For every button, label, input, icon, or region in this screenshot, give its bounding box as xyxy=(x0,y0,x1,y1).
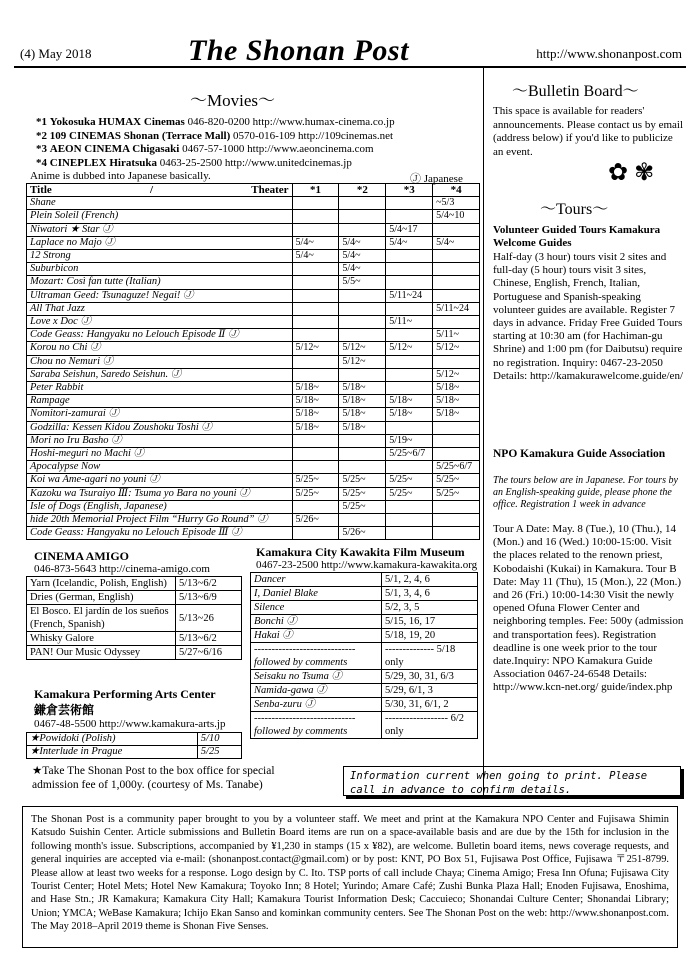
volunteer-tours-heading: Volunteer Guided Tours Kamakura Welcome Guides xyxy=(493,224,661,250)
showing-date xyxy=(292,448,339,461)
table-row xyxy=(27,382,480,395)
table-row xyxy=(27,223,480,236)
showing-date: 5/25~ xyxy=(386,474,433,487)
showing-date xyxy=(292,500,339,513)
showing-date: 5/25~ xyxy=(339,487,386,500)
showing-date xyxy=(386,500,433,513)
cinema-number: *2 xyxy=(36,129,47,142)
footer-box xyxy=(22,806,678,948)
movie-title: Laplace no Majo Ⓙ xyxy=(27,236,293,249)
showing-date xyxy=(339,329,386,342)
showing-date: 5/12~ xyxy=(339,342,386,355)
showing-date xyxy=(339,302,386,315)
cinema-name: Yokosuka HUMAX Cinemas xyxy=(49,116,185,128)
showing-date: 5/4~ xyxy=(433,236,480,249)
movie-title: Mori no Iru Basho Ⓙ xyxy=(27,434,293,447)
movie-title: Mozart: Così fan tutte (Italian) xyxy=(27,276,293,289)
table-row xyxy=(27,461,480,474)
film-title: Namida-gawa Ⓙ xyxy=(251,684,382,698)
kpac-table xyxy=(26,732,242,759)
showing-date xyxy=(386,210,433,223)
showing-date xyxy=(339,223,386,236)
table-row xyxy=(27,646,242,660)
bulletin-text: This space is available for readers' announcements. Please contact us by email (address below) if you'd like to publicize an event. xyxy=(493,105,683,158)
table-row xyxy=(27,474,480,487)
table-row xyxy=(251,643,478,670)
showing-date: 5/11~24 xyxy=(433,302,480,315)
showing-date: 5/25~ xyxy=(339,500,386,513)
showing-date: 5/12~ xyxy=(339,355,386,368)
movie-title: hide 20th Memorial Project Film “Hurry Go Round” Ⓙ xyxy=(27,514,293,527)
movie-title: Peter Rabbit xyxy=(27,382,293,395)
table-row xyxy=(27,527,480,540)
showing-date xyxy=(339,197,386,210)
cinema-item xyxy=(36,116,395,130)
table-row xyxy=(251,629,478,643)
table-row xyxy=(27,605,242,632)
showing-date: 5/26~ xyxy=(292,514,339,527)
showing-date xyxy=(386,461,433,474)
table-row xyxy=(27,733,242,746)
showing-date: ~5/3 xyxy=(433,197,480,210)
showing-date: 5/25~ xyxy=(292,487,339,500)
showing-date: 5/18~ xyxy=(339,382,386,395)
film-date: ------------------ 6/2 only xyxy=(382,712,478,739)
film-date: 5/25 xyxy=(197,746,241,759)
showing-date: 5/12~ xyxy=(292,342,339,355)
showing-date: 5/18~ xyxy=(292,395,339,408)
movies-heading: 〜Movies〜 xyxy=(190,91,275,110)
table-row xyxy=(251,698,478,712)
showing-date: 5/11~24 xyxy=(386,289,433,302)
kawakita-table xyxy=(250,572,478,739)
column-divider xyxy=(483,68,484,798)
film-date: 5/13~6/2 xyxy=(176,577,242,591)
movie-title: Code Geass: Hangyaku no Lelouch Episode Ⅲ Ⓙ xyxy=(27,527,293,540)
npo-text: Tour A Date: May. 8 (Tue.), 10 (Thu.), 14 (Mon.) and 16 (Wed.) 10:00-15:00. Visit the places related to the renown priest, Kobodaishi (Kukai) in Kamakura. Tour B Date: May 11 (Thu), 15 (Mon.), 22 (Mon.) and 26 (Fri.) 10:00-14:30 Visit the newly opened Ofuna Flower Center and neighboring temples. Fee: 500y (admission and transportation fees). Registration deadline is one week prior to the tour date.Inquiry: NPO Kamakura Guide Association 0467-24-6548 Details: http://www.kcn-net.org/ guide/index.php xyxy=(493,523,684,694)
column-header: *3 xyxy=(386,184,433,197)
showing-date: 5/25~ xyxy=(433,474,480,487)
showing-date: 5/18~ xyxy=(339,421,386,434)
table-row xyxy=(27,302,480,315)
showing-date xyxy=(386,527,433,540)
column-header: *4 xyxy=(433,184,480,197)
table-row xyxy=(27,421,480,434)
showing-date: 5/4~ xyxy=(339,250,386,263)
film-title: El Bosco. El jardín de los sueños (French, Spanish) xyxy=(27,605,176,632)
showing-date xyxy=(339,514,386,527)
table-row xyxy=(27,434,480,447)
flower-icon: ✿ ✾ xyxy=(608,160,655,186)
table-row xyxy=(251,712,478,739)
table-row xyxy=(27,355,480,368)
showing-date: 5/4~ xyxy=(386,236,433,249)
showing-date xyxy=(292,302,339,315)
cinema-item xyxy=(36,157,395,171)
cinema-contact: 0570-016-109 http://109cinemas.net xyxy=(232,129,394,142)
film-title: ----------------------------- followed by comments xyxy=(251,712,382,739)
table-row xyxy=(27,577,242,591)
showing-date: 5/25~ xyxy=(339,474,386,487)
showing-date: 5/4~ xyxy=(292,250,339,263)
film-title: Seisaku no Tsuma Ⓙ xyxy=(251,670,382,684)
showing-date xyxy=(292,368,339,381)
showing-date: 5/12~ xyxy=(386,342,433,355)
film-title: Dries (German, English) xyxy=(27,591,176,605)
film-date: 5/15, 16, 17 xyxy=(382,615,478,629)
footer-text: The Shonan Post is a community paper brought to you by a volunteer staff. We meet and print at the Kamakura NPO Center and Fujisawa Shimin Katsudo Suishin Center. Article submissions and Bulletin Board items are run on a space-available basis and are due by the 15th for inclusion in the following month's issue. Subscriptions, accompanied by ¥1,230 in stamps (15 x ¥82), are welcome. Bulletin board items, news coverage requests, and general inquiries are accepted via e-mail: (shonanpost.contact@gmail.com) or by post: KNT, PO Box 51, Fujisawa Post Office, Fujisawa 〒251-8799. Please allow at least two weeks for a response. Logo design by C. Ito. TSP ports of call include Chaya; Cinema Amigo; Fresa Inn Ofuna; Fujisawa City Tourist Center; Hotel Mets; Hotel New Kamakura; Toyoko Inn; 8 Hotel; Yurindo; Amare Café; Zushi Bunka Plaza Hall; Enoden Fujisawa, Enoshima, and Hase Stn.; JR Kamakura; Kamakura City Hall; Kamakura Tourist Information Desk; Caccuieco; Shonandai Culture Center; Shonandai Library; Union; YMCA; WeBase Kamakura; Ichijo Ekan Sanso and kominkan community centers. See The Shonan Post on the web: http://www.shonanpost.com. The May 2018–April 2019 theme is Shonan Five Senses. xyxy=(31,814,669,933)
film-date: 5/30, 31, 6/1, 2 xyxy=(382,698,478,712)
table-row xyxy=(27,408,480,421)
kpac-heading: Kamakura Performing Arts Center xyxy=(34,687,216,701)
table-row xyxy=(27,276,480,289)
column-header: Theater xyxy=(251,184,289,196)
showing-date xyxy=(292,434,339,447)
showing-date: 5/18~ xyxy=(292,421,339,434)
table-row xyxy=(27,632,242,646)
tours-heading: 〜Tours〜 xyxy=(540,201,609,218)
showing-date: 5/18~ xyxy=(386,395,433,408)
film-date: 5/1, 3, 4, 6 xyxy=(382,587,478,601)
showing-date xyxy=(386,276,433,289)
column-header: / xyxy=(150,184,154,196)
film-date: 5/2, 3, 5 xyxy=(382,601,478,615)
showing-date: 5/25~6/7 xyxy=(386,448,433,461)
showing-date: 5/4~17 xyxy=(386,223,433,236)
showing-date xyxy=(339,289,386,302)
table-row xyxy=(251,670,478,684)
movie-title: Shane xyxy=(27,197,293,210)
table-row xyxy=(27,250,480,263)
film-date: 5/27~6/16 xyxy=(176,646,242,660)
showing-date xyxy=(433,434,480,447)
issue-label: (4) May 2018 xyxy=(20,46,92,61)
showing-date: 5/25~ xyxy=(433,487,480,500)
movie-title: All That Jazz xyxy=(27,302,293,315)
cinema-contact: 046-820-0200 http://www.humax-cinema.co.jp xyxy=(187,116,395,128)
showing-date xyxy=(386,302,433,315)
bulletin-heading: 〜Bulletin Board〜 xyxy=(512,83,639,100)
masthead-title: The Shonan Post xyxy=(188,34,409,67)
movie-title: Ultraman Geed: Tsunaguze! Negai! Ⓙ xyxy=(27,289,293,302)
amigo-contact: 046-873-5643 http://cinema-amigo.com xyxy=(34,563,210,575)
showing-date xyxy=(339,448,386,461)
showing-date xyxy=(433,421,480,434)
showing-date: 5/19~ xyxy=(386,434,433,447)
movie-title: Plein Soleil (French) xyxy=(27,210,293,223)
movie-title: Rampage xyxy=(27,395,293,408)
movie-title: Hoshi-meguri no Machi Ⓙ xyxy=(27,448,293,461)
showing-date: 5/4~ xyxy=(339,263,386,276)
movies-table xyxy=(26,183,480,540)
showing-date: 5/12~ xyxy=(433,368,480,381)
showing-date xyxy=(386,263,433,276)
table-row xyxy=(27,210,480,223)
movie-title: Nomitori-zamurai Ⓙ xyxy=(27,408,293,421)
showing-date: 5/12~ xyxy=(433,342,480,355)
table-row xyxy=(251,615,478,629)
npo-heading: NPO Kamakura Guide Association xyxy=(493,448,666,460)
film-title: PAN! Our Music Odyssey xyxy=(27,646,176,660)
showing-date xyxy=(433,316,480,329)
cinema-list xyxy=(36,116,395,170)
table-row xyxy=(27,514,480,527)
showing-date xyxy=(292,316,339,329)
table-row xyxy=(27,316,480,329)
showing-date xyxy=(339,461,386,474)
showing-date xyxy=(433,500,480,513)
showing-date: 5/4~10 xyxy=(433,210,480,223)
showing-date xyxy=(292,527,339,540)
film-date: 5/10 xyxy=(197,733,241,746)
showing-date xyxy=(433,263,480,276)
cinema-number: *3 xyxy=(36,143,47,156)
film-date: 5/29, 6/1, 3 xyxy=(382,684,478,698)
film-date: 5/29, 30, 31, 6/3 xyxy=(382,670,478,684)
column-header: *1 xyxy=(292,184,339,197)
showing-date: 5/25~ xyxy=(292,474,339,487)
movie-title: 12 Strong xyxy=(27,250,293,263)
website-url[interactable]: http://www.shonanpost.com xyxy=(536,46,682,61)
film-date: 5/13~6/9 xyxy=(176,591,242,605)
showing-date xyxy=(386,355,433,368)
showing-date xyxy=(433,514,480,527)
showing-date xyxy=(386,250,433,263)
ticket-note: ★Take The Shonan Post to the box office for special admission fee of 1,000y. (courtesy of Ms. Tanabe) xyxy=(32,765,275,791)
cinema-number: *1 xyxy=(36,116,47,128)
movie-title: Suburbicon xyxy=(27,263,293,276)
showing-date xyxy=(386,368,433,381)
showing-date xyxy=(292,210,339,223)
showing-date xyxy=(386,329,433,342)
film-date: 5/18, 19, 20 xyxy=(382,629,478,643)
showing-date: 5/18~ xyxy=(386,408,433,421)
showing-date xyxy=(433,250,480,263)
table-row xyxy=(27,746,242,759)
japanese-legend: Ⓙ Japanese xyxy=(410,173,463,185)
film-title: Hakai Ⓙ xyxy=(251,629,382,643)
table-row xyxy=(27,263,480,276)
kawakita-heading: Kamakura City Kawakita Film Museum xyxy=(256,545,465,559)
showing-date: 5/18~ xyxy=(339,408,386,421)
cinema-number: *4 xyxy=(36,156,47,169)
showing-date xyxy=(292,289,339,302)
movie-title: Love x Doc Ⓙ xyxy=(27,316,293,329)
showing-date xyxy=(386,421,433,434)
table-row xyxy=(27,591,242,605)
film-date: 5/13~6/2 xyxy=(176,632,242,646)
amigo-heading: CINEMA AMIGO xyxy=(34,549,130,563)
film-title: Whisky Galore xyxy=(27,632,176,646)
film-title: ★Powidoki (Polish) xyxy=(27,733,198,746)
showing-date xyxy=(386,197,433,210)
cinema-contact: 0467-57-1000 http://www.aeoncinema.com xyxy=(182,143,374,156)
table-row xyxy=(251,601,478,615)
showing-date: 5/25~ xyxy=(386,487,433,500)
kawakita-contact: 0467-23-2500 http://www.kamakura-kawakita.org xyxy=(256,559,478,571)
showing-date: 5/11~ xyxy=(386,316,433,329)
table-row xyxy=(27,395,480,408)
showing-date xyxy=(339,434,386,447)
film-title: ----------------------------- followed by comments xyxy=(251,643,382,670)
movie-title: Godzilla: Kessen Kidou Zoushoku Toshi Ⓙ xyxy=(27,421,293,434)
film-title: Silence xyxy=(251,601,382,615)
film-date: 5/13~26 xyxy=(176,605,242,632)
showing-date xyxy=(386,382,433,395)
movie-title: Niwatori ★ Star Ⓙ xyxy=(27,223,293,236)
showing-date xyxy=(292,329,339,342)
movie-title: Isle of Dogs (English, Japanese) xyxy=(27,500,293,513)
showing-date xyxy=(339,316,386,329)
showing-date: 5/4~ xyxy=(339,236,386,249)
showing-date xyxy=(386,514,433,527)
table-row xyxy=(27,342,480,355)
table-row xyxy=(251,684,478,698)
npo-note: The tours below are in Japanese. For tours by an English-speaking guide, please phone the office. Registration 1 week in advance xyxy=(493,475,678,510)
table-row xyxy=(251,587,478,601)
showing-date: 5/18~ xyxy=(292,382,339,395)
showing-date: 5/18~ xyxy=(433,395,480,408)
showing-date xyxy=(433,223,480,236)
movie-title: Apocalypse Now xyxy=(27,461,293,474)
showing-date xyxy=(433,289,480,302)
kpac-japanese-name: 鎌倉芸術館 xyxy=(34,703,95,717)
film-title: I, Daniel Blake xyxy=(251,587,382,601)
showing-date xyxy=(433,527,480,540)
table-row xyxy=(251,573,478,587)
column-header-title xyxy=(27,184,293,197)
showing-date: 5/4~ xyxy=(292,236,339,249)
showing-date xyxy=(292,263,339,276)
table-row xyxy=(27,289,480,302)
showing-date xyxy=(433,448,480,461)
showing-date xyxy=(292,461,339,474)
column-header: Title xyxy=(30,184,52,196)
movie-title: Koi wa Ame-agari no youni Ⓙ xyxy=(27,474,293,487)
showing-date: 5/18~ xyxy=(433,408,480,421)
volunteer-tours-text: Half-day (3 hour) tours visit 2 sites and full-day (5 hour) tours visit 3 sites, Chinese, English, French, Italian, Portuguese and Spanish-speaking volunteer guides are available. Register 7 days in advance. Friday Free Guided Tours starting at 10:30 am (for Hachiman-gu Shrine) and 1:00 pm (for Daibutsu) require no registration. Inquiry: 0467-23-2050 Details: http://kamakurawelcome.guide/en/ xyxy=(493,251,683,382)
showing-date xyxy=(433,276,480,289)
table-row xyxy=(27,197,480,210)
movies-table-header xyxy=(27,184,480,197)
movie-title: Chou no Nemuri Ⓙ xyxy=(27,355,293,368)
showing-date xyxy=(292,355,339,368)
film-title: Bonchi Ⓙ xyxy=(251,615,382,629)
showing-date: 5/5~ xyxy=(339,276,386,289)
showing-date: 5/11~ xyxy=(433,329,480,342)
showing-date xyxy=(292,276,339,289)
movie-title: Code Geass: Hangyaku no Lelouch Episode Ⅱ Ⓙ xyxy=(27,329,293,342)
movie-title: Saraba Seishun, Saredo Seishun. Ⓙ xyxy=(27,368,293,381)
cinema-name: CINEPLEX Hiratsuka xyxy=(49,156,158,169)
kpac-contact: 0467-48-5500 http://www.kamakura-arts.jp xyxy=(34,718,226,730)
showing-date: 5/18~ xyxy=(339,395,386,408)
showing-date xyxy=(433,355,480,368)
cinema-contact: 0463-25-2500 http://www.unitedcinemas.jp xyxy=(159,156,352,169)
table-row xyxy=(27,500,480,513)
film-date: 5/1, 2, 4, 6 xyxy=(382,573,478,587)
cinema-name: 109 CINEMAS Shonan (Terrace Mall) xyxy=(49,129,231,142)
cinema-item xyxy=(36,143,395,157)
film-date: -------------- 5/18 only xyxy=(382,643,478,670)
table-row xyxy=(27,236,480,249)
showing-date: 5/26~ xyxy=(339,527,386,540)
showing-date xyxy=(292,197,339,210)
amigo-table xyxy=(26,576,242,660)
table-row xyxy=(27,329,480,342)
showing-date xyxy=(339,210,386,223)
header-rule xyxy=(14,66,686,68)
movie-title: Korou no Chi Ⓙ xyxy=(27,342,293,355)
showing-date: 5/25~6/7 xyxy=(433,461,480,474)
cinema-name: AEON CINEMA Chigasaki xyxy=(49,143,180,156)
table-row xyxy=(27,368,480,381)
dub-note: Anime is dubbed into Japanese basically. xyxy=(30,170,211,182)
showing-date: 5/18~ xyxy=(292,408,339,421)
movie-title: Kazoku wa Tsuraiyo Ⅲ: Tsuma yo Bara no youni Ⓙ xyxy=(27,487,293,500)
column-header: *2 xyxy=(339,184,386,197)
table-row xyxy=(27,487,480,500)
info-notice: Information current when going to print. Please call in advance to confirm details. xyxy=(343,766,681,796)
showing-date xyxy=(292,223,339,236)
table-row xyxy=(27,448,480,461)
showing-date xyxy=(339,368,386,381)
film-title: Dancer xyxy=(251,573,382,587)
cinema-item xyxy=(36,130,395,144)
film-title: Yarn (Icelandic, Polish, English) xyxy=(27,577,176,591)
showing-date: 5/18~ xyxy=(433,382,480,395)
film-title: ★Interlude in Prague xyxy=(27,746,198,759)
film-title: Senba-zuru Ⓙ xyxy=(251,698,382,712)
